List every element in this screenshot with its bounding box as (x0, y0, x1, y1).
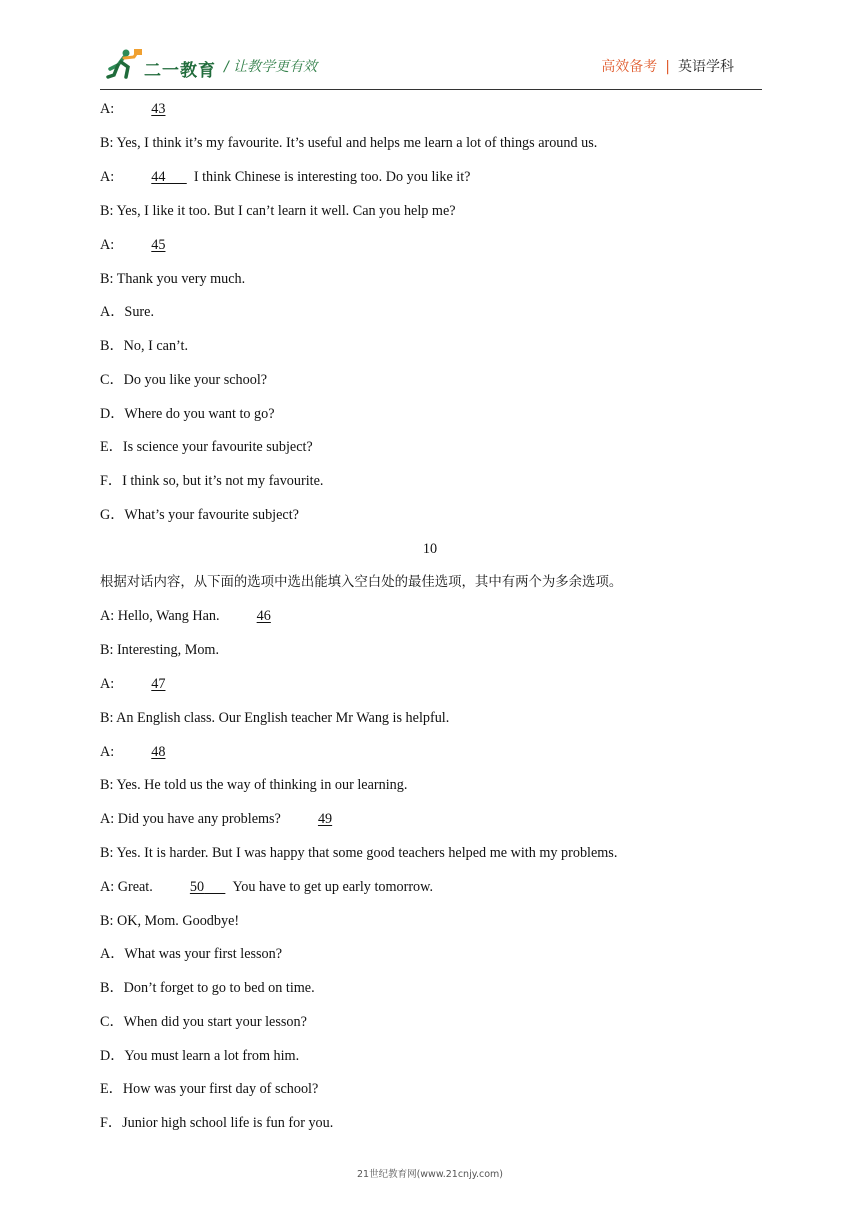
option-item: G．What’s your favourite subject? (100, 507, 299, 523)
option-item: A．Sure. (100, 304, 154, 320)
logo-text: 二一教育 (144, 61, 216, 80)
option-item: B．No, I can’t. (100, 338, 188, 354)
dialogue-line: A: 45 (100, 237, 166, 253)
header-divider (100, 89, 762, 90)
subject-label: 英语学科 (678, 59, 734, 75)
answer-blank[interactable]: 47 (151, 676, 166, 692)
dialogue-line: B: OK, Mom. Goodbye! (100, 913, 240, 929)
header-subject-info (601, 56, 734, 76)
option-item: F．I think so, but it’s not my favourite. (100, 473, 324, 489)
dialogue-line: B: Yes. He told us the way of thinking in our learning. (100, 777, 408, 793)
option-item: C．When did you start your lesson? (100, 1014, 307, 1030)
dialogue-line: A: Hello, Wang Han. 46 (100, 608, 271, 624)
option-item: D．Where do you want to go? (100, 406, 275, 422)
option-item: F．Junior high school life is fun for you. (100, 1115, 334, 1131)
option-item: D．You must learn a lot from him. (100, 1048, 300, 1064)
dialogue-line: A: 43 (100, 101, 166, 117)
dialogue-line: B: Yes, I like it too. But I can’t learn it well. Can you help me? (100, 203, 456, 219)
option-item: E．How was your first day of school? (100, 1081, 319, 1097)
answer-blank[interactable]: 48 (151, 744, 166, 760)
site-logo (104, 47, 224, 81)
dialogue-line: A: Did you have any problems? 49 (100, 811, 333, 827)
header-separator: | (665, 59, 670, 75)
dialogue-line: A: 48 (100, 744, 166, 760)
runner-logo-icon (104, 47, 144, 81)
option-item: C．Do you like your school? (100, 372, 268, 388)
answer-blank[interactable]: 46 (256, 608, 271, 624)
page-header (100, 44, 762, 90)
answer-blank[interactable]: 50 (189, 879, 205, 895)
exam-label: 高效备考 (601, 59, 658, 75)
answer-blank[interactable]: 43 (151, 101, 166, 117)
dialogue-line: B: Interesting, Mom. (100, 642, 220, 658)
answer-blank[interactable]: 44 (151, 169, 166, 185)
answer-blank[interactable]: 45 (151, 237, 166, 253)
dialogue-line: B: Yes. It is harder. But I was happy that some good teachers helped me with my problems. (100, 845, 618, 861)
dialogue-line: A: Great. 50 You have to get up early tomorrow. (100, 879, 434, 895)
header-slogan: / 让教学更有效 (224, 59, 318, 75)
dialogue-line: B: Yes, I think it’s my favourite. It’s useful and helps me learn a lot of things around us. (100, 135, 598, 151)
dialogue-line: B: An English class. Our English teacher Mr Wang is helpful. (100, 710, 450, 726)
answer-blank[interactable]: 49 (317, 811, 333, 827)
option-item: E．Is science your favourite subject? (100, 439, 313, 455)
question-number: 10 (422, 541, 438, 557)
dialogue-line: A: 44 I think Chinese is interesting too. Do you like it? (100, 169, 471, 185)
section-instruction: 根据对话内容，从下面的选项中选出能填入空白处的最佳选项，其中有两个为多余选项。 (100, 575, 623, 590)
dialogue-line: A: 47 (100, 676, 166, 692)
dialogue-line: B: Thank you very much. (100, 271, 246, 287)
page-footer: 21世纪教育网(www.21cnjy.com) (356, 1169, 503, 1180)
option-item: B．Don’t forget to go to bed on time. (100, 980, 315, 996)
option-item: A．What was your first lesson? (100, 946, 283, 962)
